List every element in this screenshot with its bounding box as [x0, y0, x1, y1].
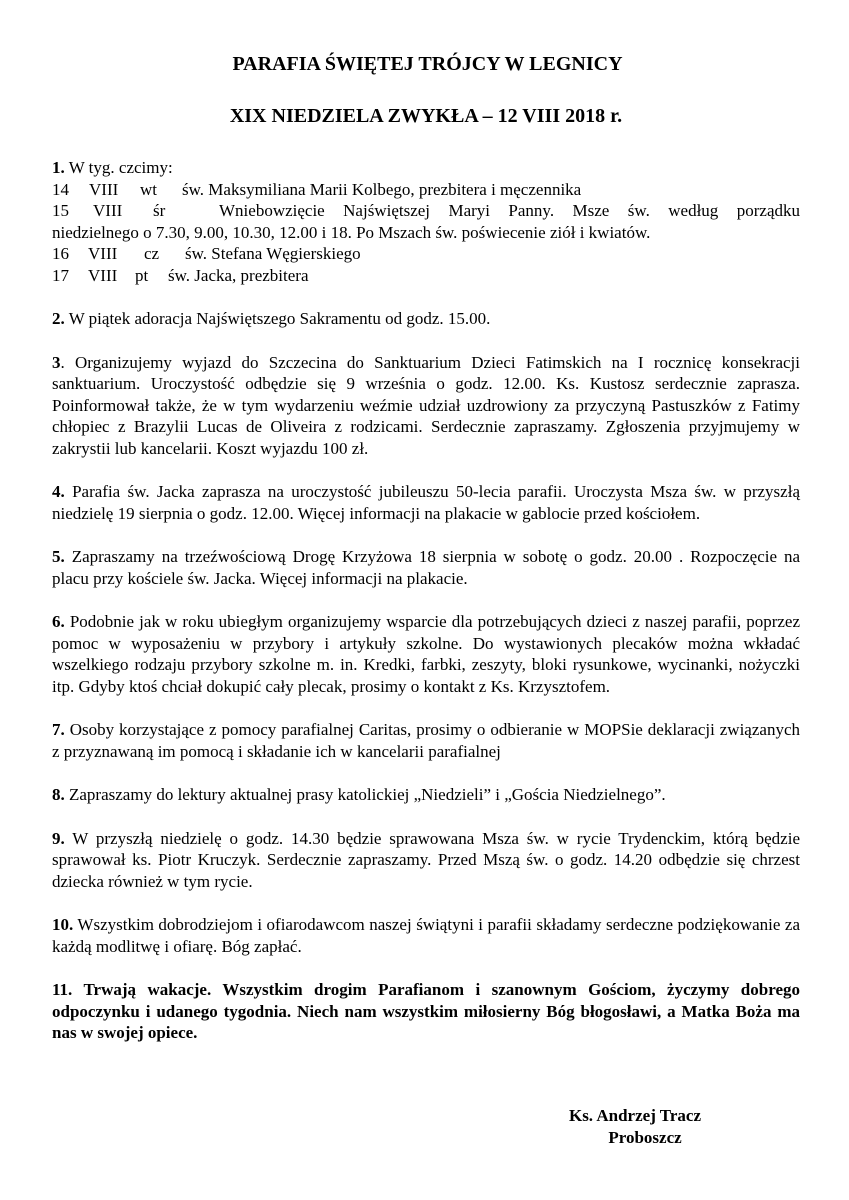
announcement-1 [52, 157, 800, 286]
announcement-text: Parafia św. Jacka zaprasza na uroczystość jubileuszu 50-lecia parafii. Uroczysta Msza św. w przyszłą niedzielę 19 sierpnia o godz. 12.00. Więcej informacji na plakacie w gablocie przed kościołem. [52, 482, 800, 523]
announcement-10 [52, 914, 800, 957]
announcement-number: 5. [52, 547, 65, 566]
feast-month: VIII [93, 201, 123, 220]
announcement-text: Wszystkim dobrodziejom i ofiarodawcom naszej świątyni i parafii składamy serdeczne podziękowanie za każdą modlitwę i ofiarę. Bóg zapłać. [52, 915, 800, 956]
announcement-3 [52, 352, 800, 460]
announcement-1-intro-line [52, 157, 800, 179]
announcement-8 [52, 784, 800, 806]
announcement-text: Trwają wakacje. Wszystkim drogim Parafianom i szanownym Gościom, życzymy dobrego odpoczynku i udanego tygodnia. Niech nam wszystkim miłosierny Bóg błogosławi, a Matka Boża ma nas w swojej opiece. [52, 980, 800, 1042]
feast-text: św. Maksymiliana Marii Kolbego, prezbitera i męczennika [182, 179, 582, 199]
feast-row [52, 179, 800, 201]
feast-weekday: śr [153, 201, 166, 220]
announcement-4 [52, 481, 800, 524]
signature-block [555, 1105, 715, 1148]
announcement-text: W przyszłą niedzielę o godz. 14.30 będzie sprawowana Msza św. w rycie Trydenckim, którą będzie sprawował ks. Piotr Kruczyk. Serdecznie zapraszamy. Przed Mszą św. o godz. 14.20 odbędzie się chrzest dziecka również w tym rycie. [52, 828, 800, 891]
feast-text: św. Jacka, prezbitera [168, 265, 309, 285]
feast-continuation: niedzielnego o 7.30, 9.00, 10.30, 12.00 i 18. Po Mszach św. poświecenie ziół i kwiatów. [52, 222, 651, 242]
feast-month: VIII [88, 265, 118, 285]
announcement-9 [52, 828, 800, 893]
announcement-number: 4. [52, 482, 65, 501]
feast-weekday: pt [135, 265, 149, 285]
feast-text: św. Stefana Węgierskiego [185, 244, 361, 263]
feast-weekday: cz [144, 244, 160, 263]
announcement-number: 10. [52, 915, 74, 934]
feast-day: 17 [52, 265, 69, 285]
feast-month: VIII [88, 244, 118, 263]
parish-title: PARAFIA ŚWIĘTEJ TRÓJCY W LEGNICY [232, 53, 623, 75]
announcement-2 [52, 308, 800, 330]
document-page [52, 52, 800, 1044]
announcement-number: 8. [52, 785, 65, 804]
announcement-text: W piątek adoracja Najświętszego Sakramentu od godz. 15.00. [64, 309, 491, 328]
announcement-11 [52, 979, 800, 1044]
announcement-number: 9. [52, 828, 65, 848]
feast-weekday: wt [140, 179, 157, 199]
announcement-text: Podobnie jak w roku ubiegłym organizujemy wsparcie dla potrzebujących dzieci z naszej parafii, poprzez pomoc w wyposażeniu w przybory i artykuły szkolne. Do wystawionych plecaków można wkładać wszelkiego rodzaju przybory szkolne m. in. Kredki, farbki, zeszyty, bloki rysunkowe, wycinanki, nożyczki itp. Gdyby ktoś chciał dokupić cały plecak, prosimy o kontakt z Ks. Krzysztofem. [52, 612, 800, 696]
feast-row [52, 200, 800, 222]
signature-role: Proboszcz [608, 1127, 682, 1147]
announcement-text: Zapraszamy na trzeźwościową Drogę Krzyżowa 18 sierpnia w sobotę o godz. 20.00 . Rozpoczęcie na placu przy kościele św. Jacka. Więcej informacji na plakacie. [52, 547, 800, 588]
announcement-number: 11. [52, 980, 73, 999]
feast-text: Wniebowzięcie Najświętszej Maryi Panny. Msze św. według porządku [219, 201, 800, 220]
sunday-subtitle: XIX NIEDZIELA ZWYKŁA – 12 VIII 2018 r. [229, 105, 623, 127]
announcement-5 [52, 546, 800, 589]
feast-row [52, 243, 800, 265]
feast-day: 16 [52, 244, 69, 263]
feast-row [52, 265, 800, 287]
announcement-text: . Organizujemy wyjazd do Szczecina do Sanktuarium Dzieci Fatimskich na I rocznicę konsekracji sanktuarium. Uroczystość odbędzie się 9 września o godz. 12.00. Ks. Kustosz serdecznie zaprasza. Poinformował także, że w tym wydarzeniu weźmie udział uzdrowiony za przyczyną Pastuszków z Fatimy chłopiec z Brazylii Lucas de Oliveira z rodzicami. Serdecznie zapraszamy. Zgłoszenia przyjmujemy w zakrystii lub kancelarii. Koszt wyjazdu 100 zł. [52, 352, 800, 458]
announcement-number: 3 [52, 352, 61, 372]
feast-month: VIII [89, 179, 119, 199]
announcement-number: 1. [52, 158, 65, 177]
announcement-text: Osoby korzystające z pomocy parafialnej Caritas, prosimy o odbieranie w MOPSie deklaracji związanych z przyznawaną im pomocą i składanie ich w kancelarii parafialnej [52, 720, 800, 761]
announcement-6 [52, 611, 800, 697]
announcement-7 [52, 719, 800, 762]
announcement-number: 7. [52, 720, 65, 739]
announcement-number: 6. [52, 612, 65, 631]
announcement-1-intro: W tyg. czcimy: [64, 158, 173, 177]
signature-name: Ks. Andrzej Tracz [568, 1106, 702, 1125]
feast-day: 14 [52, 179, 69, 199]
announcement-text: Zapraszamy do lektury aktualnej prasy katolickiej „Niedzieli” i „Gościa Niedzielnego”. [64, 785, 666, 804]
announcement-number: 2. [52, 309, 65, 328]
feast-day: 15 [52, 201, 69, 220]
